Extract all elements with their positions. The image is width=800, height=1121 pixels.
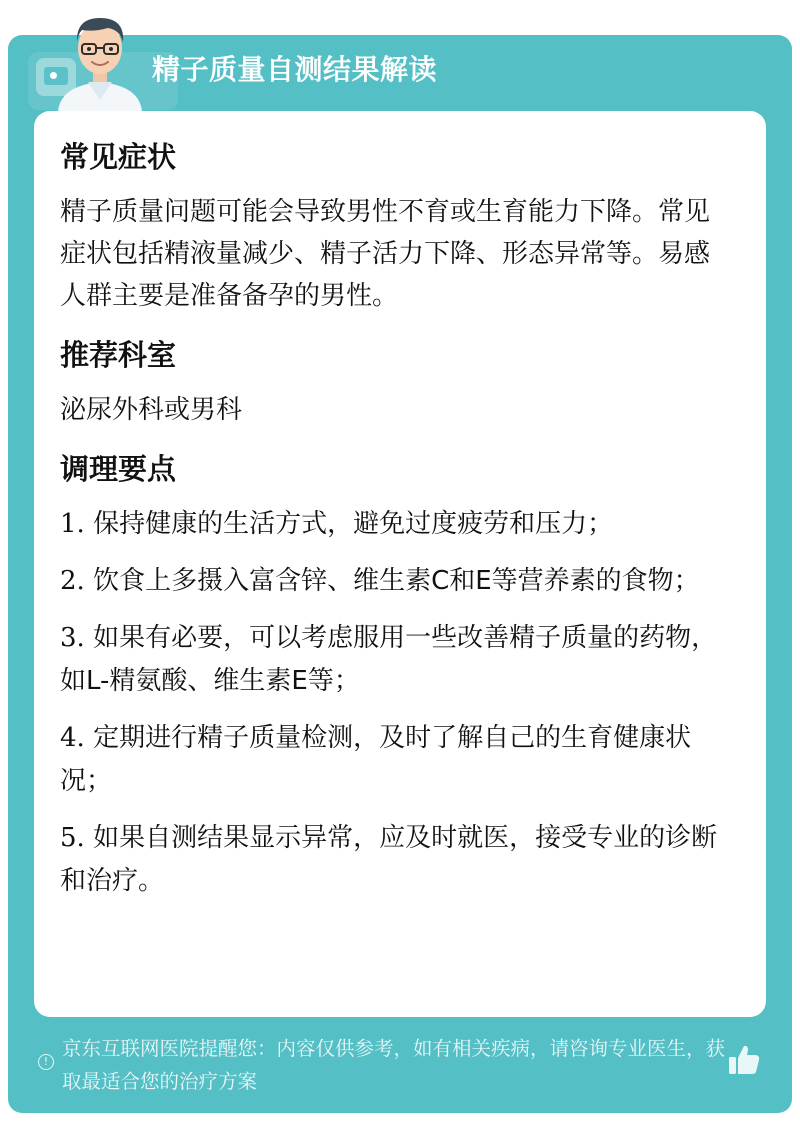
list-item-number: 4. <box>60 723 85 753</box>
list-item-text: 饮食上多摄入富含锌、维生素C和E等营养素的食物； <box>84 566 700 596</box>
thumbs-up-icon[interactable] <box>726 1042 762 1078</box>
list-item <box>60 503 732 546</box>
section-heading-department: 推荐科室 <box>60 338 177 372</box>
disclaimer-text: 京东互联网医院提醒您：内容仅供参考，如有相关疾病，请咨询专业医生，获取最适合您的治疗方案 <box>62 1037 726 1093</box>
info-icon: ! <box>38 1054 54 1070</box>
list-item-text: 如果自测结果显示异常，应及时就医，接受专业的诊断和治疗。 <box>60 823 718 896</box>
list-item-number: 1. <box>60 509 85 539</box>
list-item-number: 5. <box>60 823 85 853</box>
list-item-text: 定期进行精子质量检测，及时了解自己的生育健康状况； <box>60 723 692 796</box>
card-content <box>60 135 732 917</box>
content-card <box>34 111 766 1017</box>
symptoms-text: 精子质量问题可能会导致男性不育或生育能力下降。常见症状包括精液量减少、精子活力下降、形态异常等。易感人群主要是准备备孕的男性。 <box>60 197 711 311</box>
list-item-text: 如果有必要，可以考虑服用一些改善精子质量的药物，如L-精氨酸、维生素E等； <box>60 623 718 696</box>
page-title: 精子质量自测结果解读 <box>152 53 438 86</box>
section-heading-symptoms: 常见症状 <box>60 140 177 174</box>
list-item <box>60 617 732 703</box>
list-item <box>60 560 732 603</box>
list-item <box>60 717 732 803</box>
list-item-number: 2. <box>60 566 85 596</box>
disclaimer-footer <box>36 1032 786 1102</box>
list-item-number: 3. <box>60 623 85 653</box>
list-item-text: 保持健康的生活方式，避免过度疲劳和压力； <box>84 509 614 539</box>
department-text: 泌尿外科或男科 <box>60 395 243 425</box>
list-item <box>60 817 732 903</box>
section-heading-care-tips: 调理要点 <box>60 452 177 486</box>
doctor-avatar-icon <box>48 8 152 112</box>
